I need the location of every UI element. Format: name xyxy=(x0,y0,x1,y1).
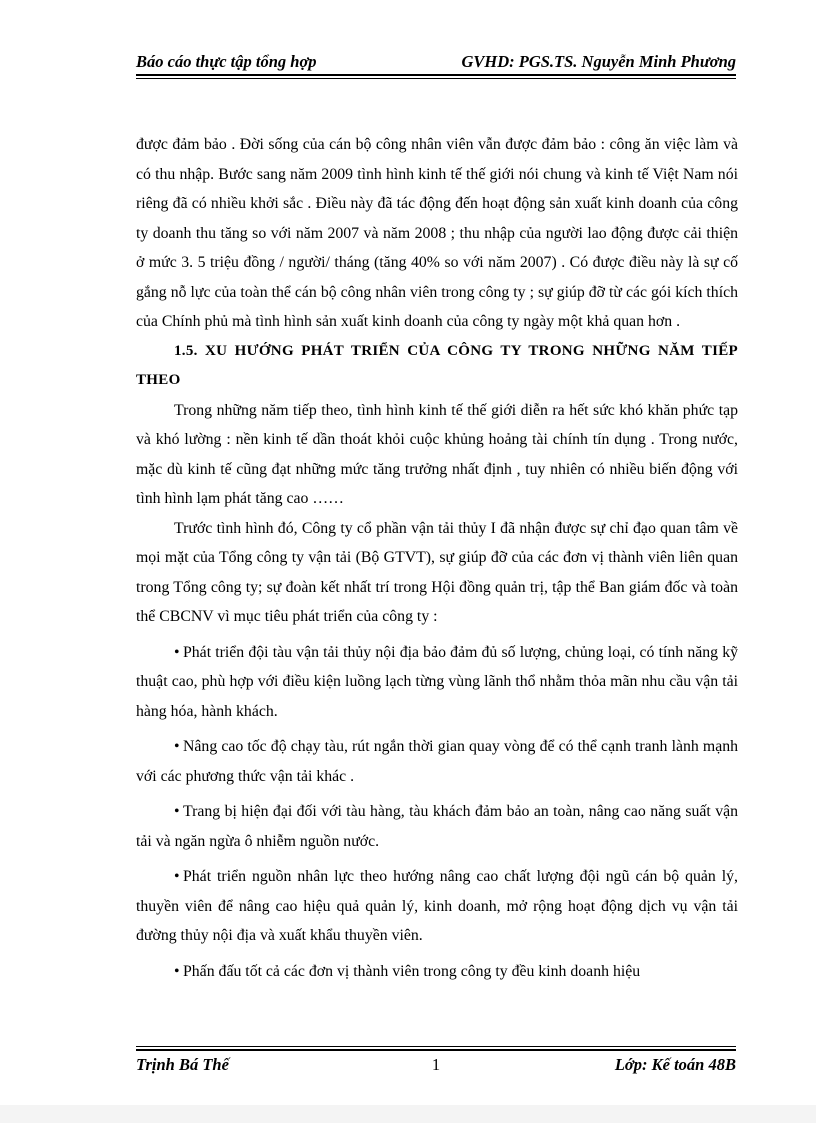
bullet-text: Trang bị hiện đại đối với tàu hàng, tàu khách đảm bảo an toàn, nâng cao năng suất vận tải và ngăn ngừa ô nhiễm nguồn nước. xyxy=(136,803,738,850)
bullet-icon: • xyxy=(174,803,180,820)
bullet-item xyxy=(136,638,738,727)
bullet-item xyxy=(136,957,738,987)
section-heading: 1.5. XU HƯỚNG PHÁT TRIỂN CỦA CÔNG TY TRONG NHỮNG NĂM TIẾP THEO xyxy=(136,342,738,388)
footer-rule-thin xyxy=(136,1046,736,1047)
bullet-text: Phấn đấu tốt cả các đơn vị thành viên trong công ty đều kinh doanh hiệu xyxy=(183,962,641,980)
bullet-item xyxy=(136,862,738,951)
header-rule-thick xyxy=(136,74,736,76)
bullet-text: Phát triển đội tàu vận tải thủy nội địa bảo đảm đủ số lượng, chủng loại, có tính năng kỹ thuật cao, phù hợp với điều kiện luồng lạch từng vùng lãnh thổ nhằm thỏa mãn nhu cầu vận tải hàng hóa, hành khách. xyxy=(136,643,738,720)
bullet-icon: • xyxy=(174,643,180,661)
bullet-text: Nâng cao tốc độ chạy tàu, rút ngắn thời gian quay vòng để có thể cạnh tranh lành mạnh với các phương thức vận tải khác . xyxy=(136,738,738,785)
page-footer xyxy=(136,1055,736,1079)
page-header xyxy=(136,50,736,74)
paragraph-2: Trong những năm tiếp theo, tình hình kinh tế thế giới diễn ra hết sức khó khăn phức tạp và khó lường : nền kinh tế dần thoát khỏi cuộc khủng hoảng tài chính tín dụng . Trong nước, mặc dù kinh tế cũng đạt những mức tăng trưởng nhất định , tuy nhiên có nhiều biến động với tình hình lạm phát tăng cao …… xyxy=(136,401,738,507)
bullet-icon: • xyxy=(174,868,180,885)
report-title: Báo cáo thực tập tổng hợp xyxy=(136,52,317,71)
page-bottom-band xyxy=(0,1105,816,1123)
paragraph-1: được đảm bảo . Đời sống của cán bộ công nhân viên vẫn được đảm bảo : công ăn việc làm và có thu nhập. Bước sang năm 2009 tình hình kinh tế thế giới nói chung và kinh tế Việt Nam nói riêng đã có nhiều khởi sắc . Điều này đã tác động đến hoạt động sản xuất kinh doanh của công ty doanh thu tăng so với năm 2007 và năm 2008 ; thu nhập của người lao động được cải thiện ở mức 3. 5 triệu đồng / người/ tháng (tăng 40% so với năm 2007) . Có được điều này là sự cố gắng nỗ lực của toàn thể cán bộ công nhân viên trong công ty ; sự giúp đỡ từ các gói kích thích của Chính phủ mà tình hình sản xuất kinh doanh của công ty ngày một khả quan hơn . xyxy=(136,136,738,330)
bullet-text: Phát triển nguồn nhân lực theo hướng nâng cao chất lượng đội ngũ cán bộ quản lý, thuyền viên để nâng cao hiệu quả quản lý, kinh doanh, mở rộng hoạt động dịch vụ vận tải đường thủy nội địa và xuất khẩu thuyền viên. xyxy=(136,868,738,944)
footer-rule-thick xyxy=(136,1049,736,1051)
header-rule-thin xyxy=(136,78,736,79)
author-name: Trịnh Bá Thế xyxy=(136,1055,229,1074)
paragraph-3: Trước tình hình đó, Công ty cổ phần vận tải thủy I đã nhận được sự chỉ đạo quan tâm về mọi mặt của Tổng công ty vận tải (Bộ GTVT), sự giúp đỡ của các đơn vị thành viên liên quan trong Tổng công ty; sự đoàn kết nhất trí trong Hội đồng quản trị, tập thể Ban giám đốc và toàn thể CBCNV vì mục tiêu phát triển của công ty : xyxy=(136,519,738,625)
bullet-item xyxy=(136,797,738,856)
class-name: Lớp: Kế toán 48B xyxy=(614,1055,736,1074)
bullet-icon: • xyxy=(174,962,180,980)
supervisor-name: GVHD: PGS.TS. Nguyễn Minh Phương xyxy=(461,52,736,71)
bullet-item xyxy=(136,732,738,791)
document-body xyxy=(136,130,738,986)
page-number: 1 xyxy=(431,1055,441,1074)
bullet-icon: • xyxy=(174,738,180,755)
